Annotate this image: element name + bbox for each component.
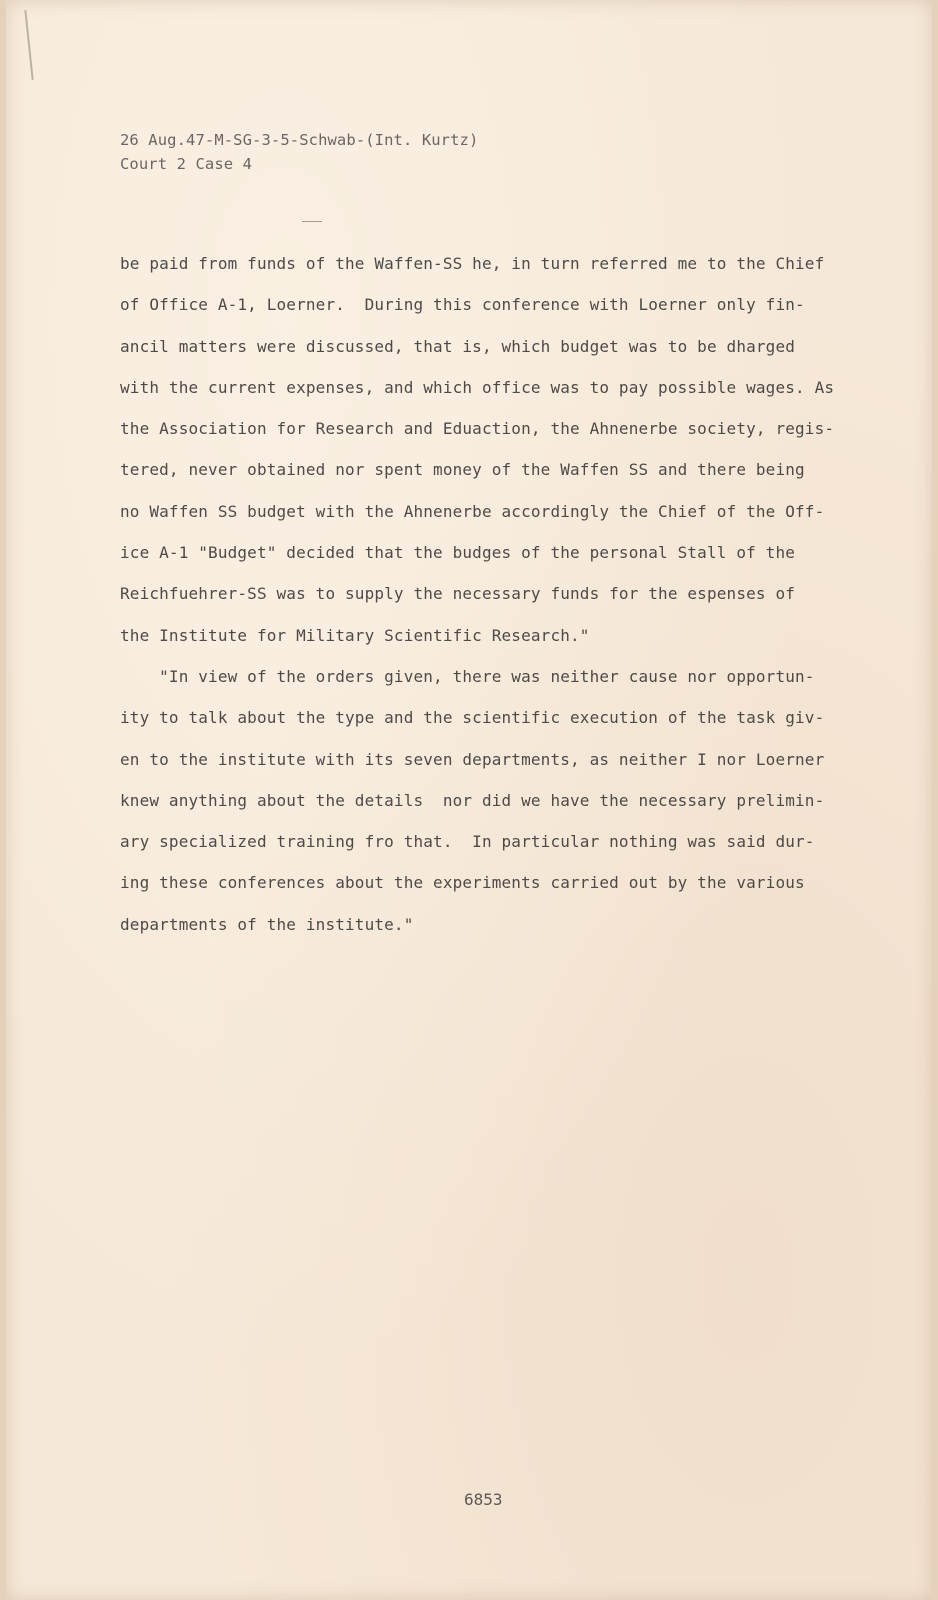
document-page (6, 0, 932, 1600)
body-line: knew anything about the details nor did we have the necessary prelimin- (120, 790, 825, 810)
body-line: ary specialized training fro that. In particular nothing was said dur- (120, 832, 815, 852)
page-number: 6853 (464, 1490, 503, 1509)
document-body (120, 243, 870, 945)
header-line-1: 26 Aug.47-M-SG-3-5-Schwab-(Int. Kurtz) (120, 131, 479, 149)
body-line: "In view of the orders given, there was neither cause nor opportun- (120, 666, 815, 686)
body-line: of Office A-1, Loerner. During this conference with Loerner only fin- (120, 295, 805, 315)
dash-mark (302, 221, 322, 222)
body-line: be paid from funds of the Waffen-SS he, in turn referred me to the Chief (120, 254, 825, 273)
body-line: tered, never obtained nor spent money of the Waffen SS and there being (120, 460, 805, 480)
body-line: en to the institute with its seven departments, as neither I nor Loerner (120, 749, 825, 769)
document-header (120, 128, 478, 176)
body-line: the Association for Research and Eduaction, the Ahnenerbe society, regis- (120, 419, 835, 439)
header-line-2: Court 2 Case 4 (120, 155, 253, 173)
body-line: ice A-1 "Budget" decided that the budges of the personal Stall of the (120, 543, 796, 563)
body-line: the Institute for Military Scientific Research." (120, 625, 590, 645)
body-line: departments of the institute." (120, 914, 414, 934)
body-line: with the current expenses, and which office was to pay possible wages. As (120, 377, 835, 397)
body-line: ing these conferences about the experiments carried out by the various (120, 873, 805, 893)
body-line: Reichfuehrer-SS was to supply the necessary funds for the espenses of (120, 584, 796, 604)
body-line: ancil matters were discussed, that is, which budget was to be dharged (120, 336, 796, 356)
body-line: ity to talk about the type and the scientific execution of the task giv- (120, 708, 825, 728)
body-line: no Waffen SS budget with the Ahnenerbe accordingly the Chief of the Off- (120, 501, 825, 521)
edge-mark (24, 10, 33, 80)
